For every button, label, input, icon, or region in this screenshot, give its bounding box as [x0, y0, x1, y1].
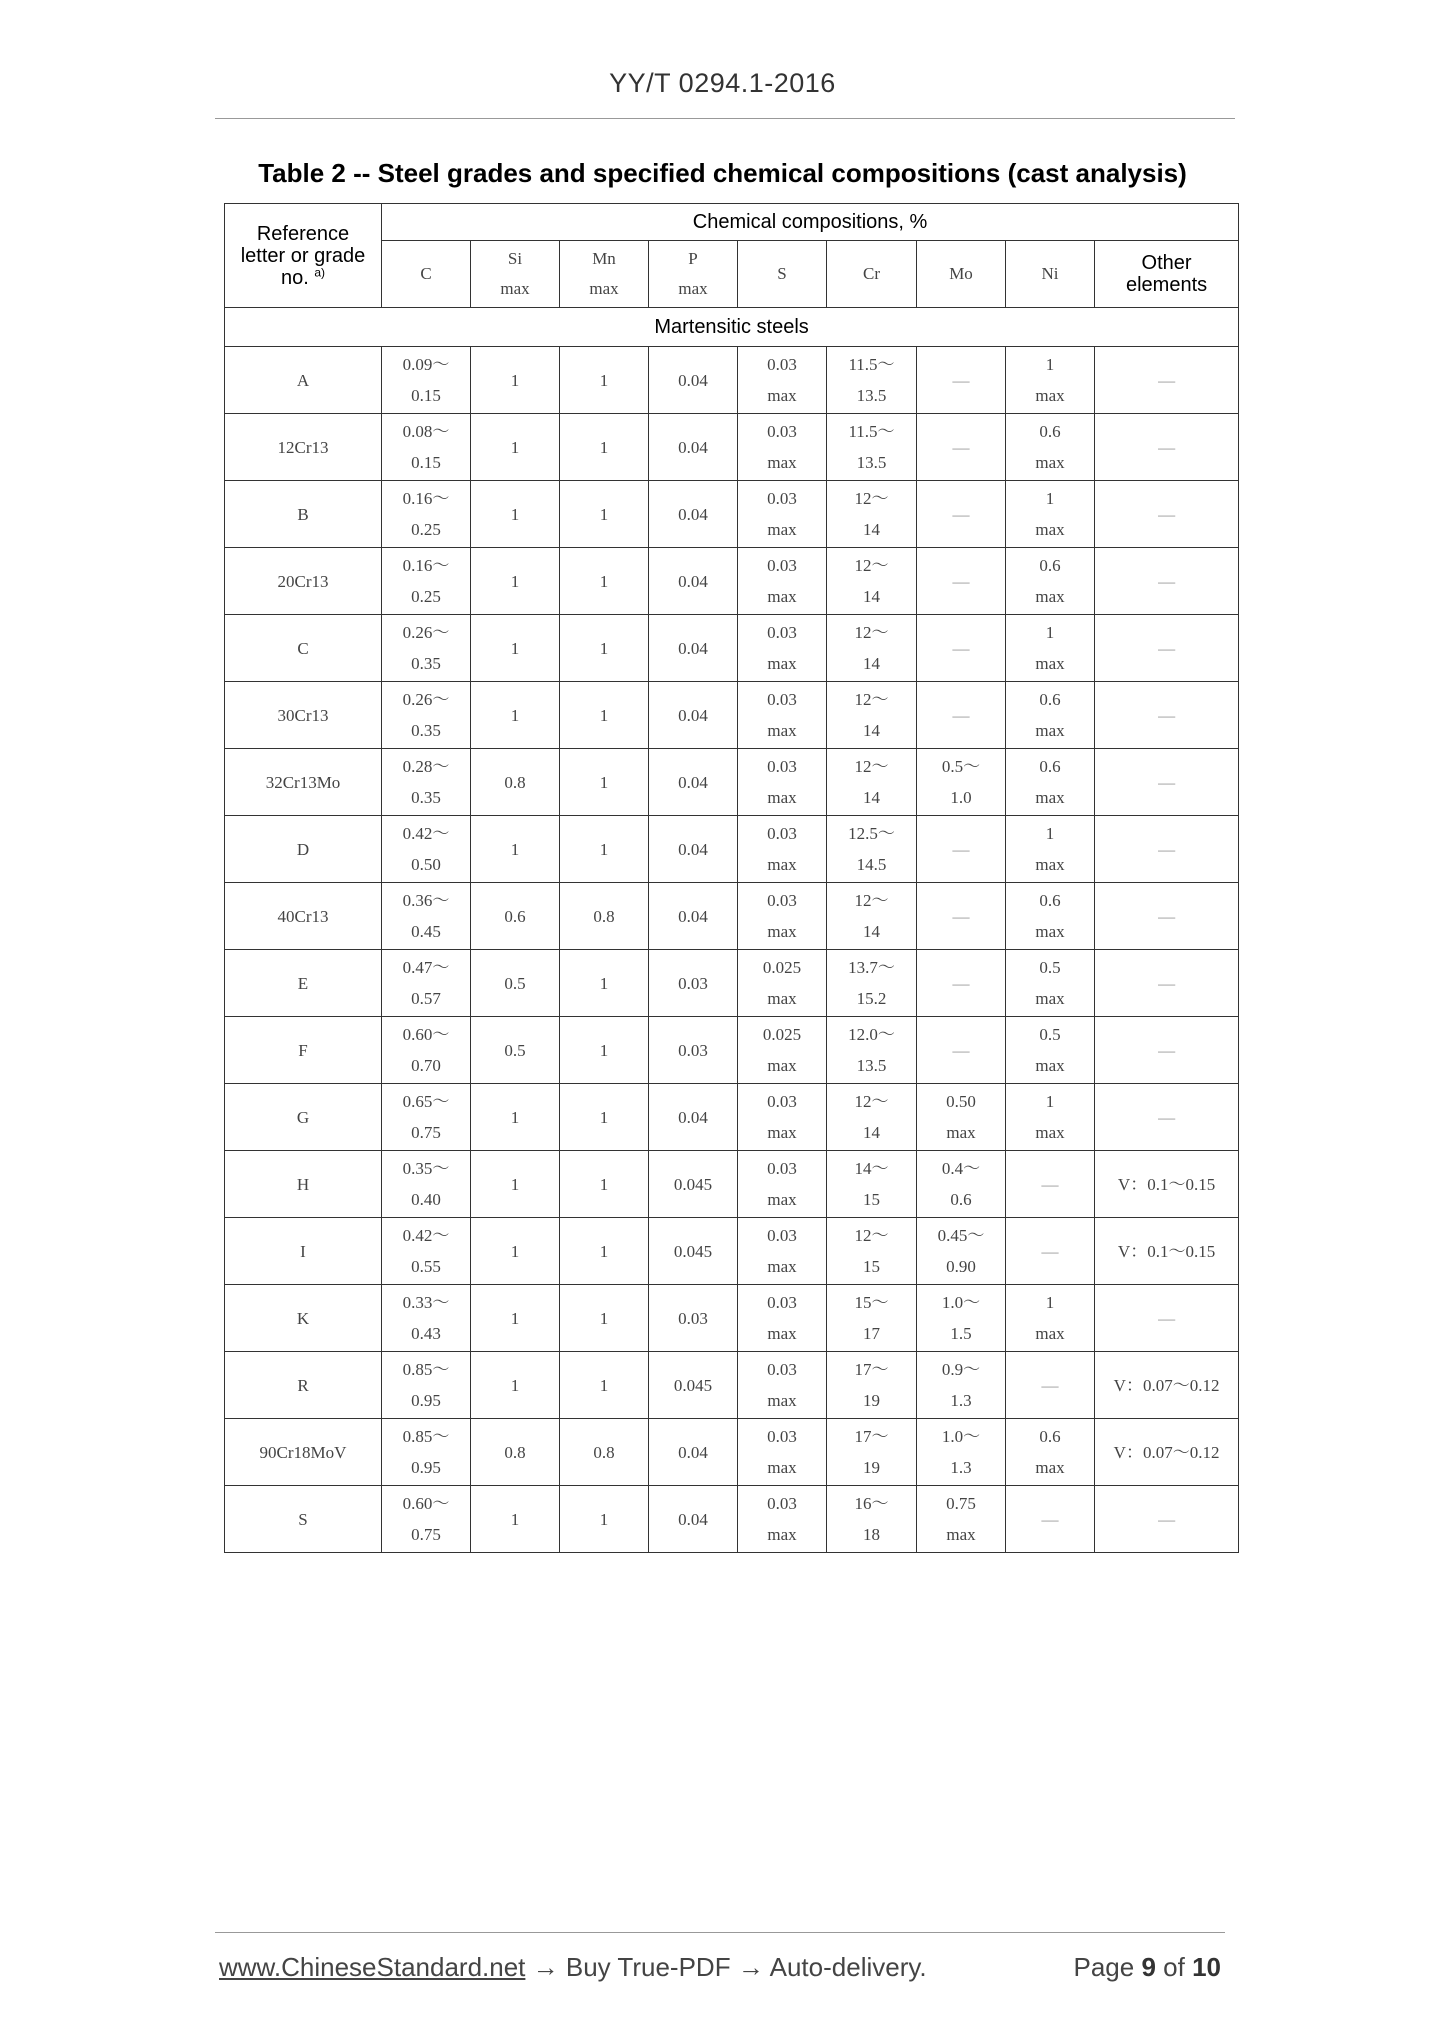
table-row [225, 682, 1239, 749]
cell-c: 0.42～ 0.50 [382, 816, 471, 883]
cell-si: 1 [471, 1486, 560, 1553]
section-label-martensitic: Martensitic steels [225, 308, 1239, 347]
cell-si: 1 [471, 1151, 560, 1218]
cell-s: 0.03 max [738, 1218, 827, 1285]
cell-reference: C [225, 615, 382, 682]
cell-p: 0.04 [649, 816, 738, 883]
cell-mn: 1 [560, 1084, 649, 1151]
cell-c: 0.36～ 0.45 [382, 883, 471, 950]
cell-c: 0.16～ 0.25 [382, 481, 471, 548]
cell-reference: G [225, 1084, 382, 1151]
cell-si: 0.6 [471, 883, 560, 950]
cell-mn: 1 [560, 816, 649, 883]
cell-ni: 0.6 max [1006, 749, 1095, 816]
table-row [225, 1419, 1239, 1486]
cell-p: 0.04 [649, 1084, 738, 1151]
cell-s: 0.03 max [738, 816, 827, 883]
page-indicator [1073, 1952, 1221, 1983]
cell-other-elements: — [1095, 481, 1239, 548]
table-row [225, 414, 1239, 481]
cell-reference: S [225, 1486, 382, 1553]
cell-s: 0.03 max [738, 414, 827, 481]
table-row [225, 1352, 1239, 1419]
cell-si: 1 [471, 682, 560, 749]
buy-true-pdf-text: Buy True-PDF [565, 1952, 731, 1982]
cell-ni: — [1006, 1486, 1095, 1553]
cell-si: 0.8 [471, 749, 560, 816]
cell-p: 0.04 [649, 682, 738, 749]
cell-cr: 12～ 14 [827, 749, 917, 816]
cell-cr: 11.5～ 13.5 [827, 414, 917, 481]
cell-c: 0.60～ 0.70 [382, 1017, 471, 1084]
cell-mo: — [917, 347, 1006, 414]
cell-mn: 0.8 [560, 1419, 649, 1486]
page-of: of [1163, 1952, 1185, 1982]
cell-reference: 30Cr13 [225, 682, 382, 749]
cell-p: 0.04 [649, 1486, 738, 1553]
cell-mn: 1 [560, 749, 649, 816]
cell-si: 1 [471, 1084, 560, 1151]
table-row [225, 1486, 1239, 1553]
cell-cr: 17～ 19 [827, 1352, 917, 1419]
cell-mn: 1 [560, 1486, 649, 1553]
cell-ni: 0.6 max [1006, 414, 1095, 481]
table-row [225, 1151, 1239, 1218]
footer-divider [215, 1932, 1225, 1933]
cell-mo: 0.9～ 1.3 [917, 1352, 1006, 1419]
cell-s: 0.03 max [738, 1084, 827, 1151]
cell-c: 0.26～ 0.35 [382, 682, 471, 749]
cell-s: 0.025 max [738, 950, 827, 1017]
cell-p: 0.04 [649, 548, 738, 615]
cell-other-elements: — [1095, 615, 1239, 682]
cell-p: 0.045 [649, 1151, 738, 1218]
cell-si: 1 [471, 1285, 560, 1352]
chemical-composition-table [224, 203, 1239, 1553]
cell-s: 0.03 max [738, 682, 827, 749]
cell-cr: 12～ 14 [827, 1084, 917, 1151]
cell-mo: 1.0～ 1.3 [917, 1419, 1006, 1486]
cell-si: 1 [471, 347, 560, 414]
cell-reference: B [225, 481, 382, 548]
cell-p: 0.03 [649, 1285, 738, 1352]
cell-mo: 0.75 max [917, 1486, 1006, 1553]
cell-mo: — [917, 414, 1006, 481]
cell-reference: K [225, 1285, 382, 1352]
cell-ni: — [1006, 1352, 1095, 1419]
cell-ni: — [1006, 1218, 1095, 1285]
ref-header-footnote: a) [314, 264, 326, 279]
cell-ni: 1 max [1006, 1285, 1095, 1352]
cell-cr: 12.5～ 14.5 [827, 816, 917, 883]
page-label: Page [1073, 1952, 1135, 1982]
cell-mo: — [917, 883, 1006, 950]
cell-p: 0.04 [649, 481, 738, 548]
col-header-other-elements: Other elements [1095, 241, 1239, 308]
cell-other-elements: — [1095, 548, 1239, 615]
cell-s: 0.03 max [738, 1419, 827, 1486]
table-row [225, 615, 1239, 682]
cell-reference: 12Cr13 [225, 414, 382, 481]
cell-mo: 0.5～ 1.0 [917, 749, 1006, 816]
table-row [225, 481, 1239, 548]
col-header-cr: Cr [827, 241, 917, 308]
cell-mn: 1 [560, 1017, 649, 1084]
cell-c: 0.33～ 0.43 [382, 1285, 471, 1352]
cell-cr: 15～ 17 [827, 1285, 917, 1352]
cell-s: 0.03 max [738, 749, 827, 816]
cell-ni: 0.6 max [1006, 682, 1095, 749]
page-total: 10 [1192, 1952, 1221, 1982]
cell-other-elements: — [1095, 414, 1239, 481]
col-header-si: Si max [471, 241, 560, 308]
footer-promo [219, 1952, 927, 1983]
cell-p: 0.04 [649, 414, 738, 481]
cell-cr: 12.0～ 13.5 [827, 1017, 917, 1084]
table-row [225, 950, 1239, 1017]
cell-s: 0.03 max [738, 1352, 827, 1419]
cell-c: 0.85～ 0.95 [382, 1419, 471, 1486]
cell-reference: I [225, 1218, 382, 1285]
cell-si: 1 [471, 816, 560, 883]
cell-s: 0.03 max [738, 1285, 827, 1352]
cell-s: 0.03 max [738, 615, 827, 682]
cell-ni: 0.6 max [1006, 548, 1095, 615]
cell-s: 0.03 max [738, 1151, 827, 1218]
cell-s: 0.03 max [738, 883, 827, 950]
cell-c: 0.65～ 0.75 [382, 1084, 471, 1151]
cell-mo: — [917, 682, 1006, 749]
arrow-icon: → [532, 1952, 559, 1982]
cell-mn: 1 [560, 615, 649, 682]
table-title: Table 2 -- Steel grades and specified chemical compositions (cast analysis) [258, 158, 1187, 188]
cell-other-elements: — [1095, 347, 1239, 414]
ref-header-line2: letter or grade [240, 244, 366, 267]
cell-ni: 0.5 max [1006, 950, 1095, 1017]
cell-c: 0.85～ 0.95 [382, 1352, 471, 1419]
cell-c: 0.09～ 0.15 [382, 347, 471, 414]
cell-ni: 0.5 max [1006, 1017, 1095, 1084]
cell-other-elements: — [1095, 883, 1239, 950]
cell-mo: 0.45～ 0.90 [917, 1218, 1006, 1285]
col-header-c: C [382, 241, 471, 308]
cell-mn: 1 [560, 481, 649, 548]
cell-mn: 1 [560, 548, 649, 615]
cell-other-elements: — [1095, 950, 1239, 1017]
cell-p: 0.045 [649, 1218, 738, 1285]
cell-mo: — [917, 950, 1006, 1017]
cell-mn: 1 [560, 1352, 649, 1419]
cell-si: 0.5 [471, 1017, 560, 1084]
table-row [225, 816, 1239, 883]
cell-reference: 32Cr13Mo [225, 749, 382, 816]
cell-other-elements: — [1095, 1084, 1239, 1151]
cell-si: 1 [471, 1218, 560, 1285]
cell-s: 0.03 max [738, 1486, 827, 1553]
cell-c: 0.26～ 0.35 [382, 615, 471, 682]
table-row [225, 347, 1239, 414]
cell-p: 0.04 [649, 883, 738, 950]
cell-p: 0.045 [649, 1352, 738, 1419]
cell-ni: 1 max [1006, 816, 1095, 883]
cell-other-elements: — [1095, 1285, 1239, 1352]
col-header-ni: Ni [1006, 241, 1095, 308]
cell-mn: 0.8 [560, 883, 649, 950]
arrow-icon: → [737, 1952, 764, 1982]
ref-header-line1: Reference [256, 222, 350, 245]
cell-mo: 0.50 max [917, 1084, 1006, 1151]
cell-p: 0.04 [649, 347, 738, 414]
cell-other-elements: — [1095, 816, 1239, 883]
table-row [225, 1218, 1239, 1285]
table-row [225, 1285, 1239, 1352]
cell-reference: R [225, 1352, 382, 1419]
cell-si: 1 [471, 414, 560, 481]
cell-other-elements: — [1095, 682, 1239, 749]
cell-ni: 0.6 max [1006, 1419, 1095, 1486]
cell-ni: — [1006, 1151, 1095, 1218]
cell-s: 0.03 max [738, 347, 827, 414]
table-body [225, 347, 1239, 1553]
cell-mn: 1 [560, 1218, 649, 1285]
cell-p: 0.03 [649, 950, 738, 1017]
table-row [225, 548, 1239, 615]
cell-cr: 14～ 15 [827, 1151, 917, 1218]
cell-p: 0.03 [649, 1017, 738, 1084]
cell-mo: — [917, 1017, 1006, 1084]
document-code-header: YY/T 0294.1-2016 [609, 68, 836, 98]
cell-mn: 1 [560, 1151, 649, 1218]
cell-mn: 1 [560, 414, 649, 481]
cell-cr: 12～ 14 [827, 883, 917, 950]
cell-ni: 1 max [1006, 1084, 1095, 1151]
cell-si: 0.8 [471, 1419, 560, 1486]
cell-reference: 40Cr13 [225, 883, 382, 950]
cell-other-elements: — [1095, 1486, 1239, 1553]
cell-other-elements: V：0.07～0.12 [1095, 1419, 1239, 1486]
col-header-mo: Mo [917, 241, 1006, 308]
cell-mn: 1 [560, 950, 649, 1017]
cell-s: 0.025 max [738, 1017, 827, 1084]
cell-mo: — [917, 816, 1006, 883]
col-header-s: S [738, 241, 827, 308]
col-header-mn: Mn max [560, 241, 649, 308]
cell-mo: — [917, 548, 1006, 615]
cell-mo: 0.4～ 0.6 [917, 1151, 1006, 1218]
cell-reference: 90Cr18MoV [225, 1419, 382, 1486]
cell-c: 0.47～ 0.57 [382, 950, 471, 1017]
cell-cr: 12～ 15 [827, 1218, 917, 1285]
table-row [225, 1017, 1239, 1084]
cell-p: 0.04 [649, 749, 738, 816]
cell-cr: 12～ 14 [827, 682, 917, 749]
table-row [225, 1084, 1239, 1151]
page-current: 9 [1141, 1952, 1156, 1982]
cell-mo: — [917, 615, 1006, 682]
cell-ni: 1 max [1006, 481, 1095, 548]
cell-mn: 1 [560, 347, 649, 414]
cell-mn: 1 [560, 682, 649, 749]
cell-other-elements: V：0.07～0.12 [1095, 1352, 1239, 1419]
cell-other-elements: — [1095, 1017, 1239, 1084]
cell-c: 0.60～ 0.75 [382, 1486, 471, 1553]
cell-other-elements: V：0.1～0.15 [1095, 1151, 1239, 1218]
cell-si: 1 [471, 1352, 560, 1419]
cell-ni: 0.6 max [1006, 883, 1095, 950]
cell-c: 0.16～ 0.25 [382, 548, 471, 615]
website-link[interactable]: www.ChineseStandard.net [219, 1952, 526, 1982]
cell-ni: 1 max [1006, 347, 1095, 414]
auto-delivery-text: Auto-delivery. [769, 1952, 927, 1982]
cell-reference: 20Cr13 [225, 548, 382, 615]
cell-si: 1 [471, 615, 560, 682]
cell-ni: 1 max [1006, 615, 1095, 682]
cell-c: 0.42～ 0.55 [382, 1218, 471, 1285]
ref-header-line3: no. [280, 266, 309, 289]
cell-other-elements: — [1095, 749, 1239, 816]
table-row [225, 883, 1239, 950]
cell-reference: E [225, 950, 382, 1017]
cell-other-elements: V：0.1～0.15 [1095, 1218, 1239, 1285]
cell-s: 0.03 max [738, 481, 827, 548]
cell-c: 0.35～ 0.40 [382, 1151, 471, 1218]
cell-si: 1 [471, 548, 560, 615]
table-row [225, 749, 1239, 816]
header-divider [215, 118, 1235, 119]
cell-mo: — [917, 481, 1006, 548]
cell-cr: 12～ 14 [827, 548, 917, 615]
cell-p: 0.04 [649, 615, 738, 682]
cell-cr: 12～ 14 [827, 481, 917, 548]
cell-p: 0.04 [649, 1419, 738, 1486]
cell-mo: 1.0～ 1.5 [917, 1285, 1006, 1352]
cell-c: 0.08～ 0.15 [382, 414, 471, 481]
cell-cr: 16～ 18 [827, 1486, 917, 1553]
cell-si: 0.5 [471, 950, 560, 1017]
cell-cr: 17～ 19 [827, 1419, 917, 1486]
cell-reference: F [225, 1017, 382, 1084]
cell-cr: 13.7～ 15.2 [827, 950, 917, 1017]
cell-c: 0.28～ 0.35 [382, 749, 471, 816]
cell-reference: D [225, 816, 382, 883]
cell-reference: H [225, 1151, 382, 1218]
cell-cr: 11.5～ 13.5 [827, 347, 917, 414]
cell-mn: 1 [560, 1285, 649, 1352]
cell-cr: 12～ 14 [827, 615, 917, 682]
chemical-compositions-group-header: Chemical compositions, % [382, 204, 1239, 241]
cell-s: 0.03 max [738, 548, 827, 615]
cell-si: 1 [471, 481, 560, 548]
reference-column-header [225, 204, 382, 308]
col-header-p: P max [649, 241, 738, 308]
cell-reference: A [225, 347, 382, 414]
